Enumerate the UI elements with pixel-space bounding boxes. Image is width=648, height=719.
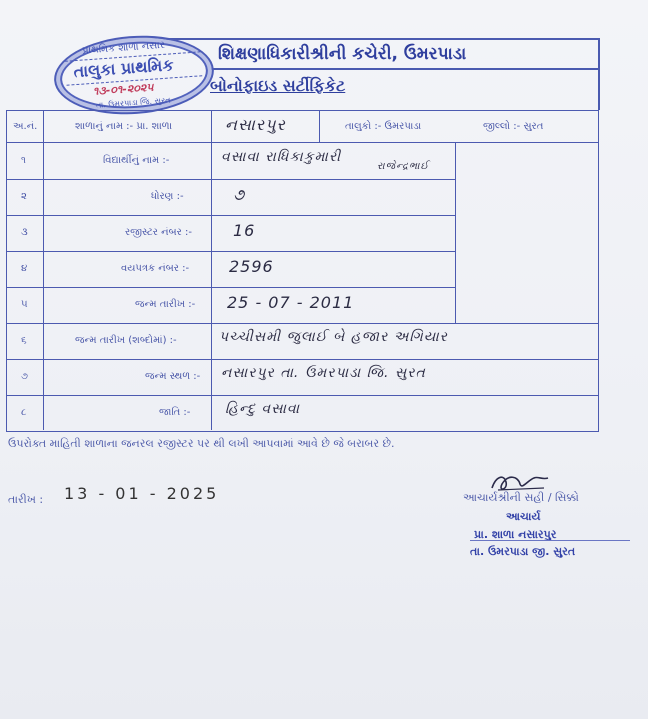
row-number: ૨ [21,191,27,202]
standard-value: ૭ [233,185,246,204]
taluka-label: તાલુકો :- ઉમરપાડા [345,121,422,132]
header-frame-right [598,38,600,110]
school-info-row [6,110,599,143]
stamp-underline [470,540,630,541]
header-divider [210,68,599,70]
principal-stamp-address: તા. ઉમરપાડા જી. સુરત [470,545,576,558]
birth-date-label: જન્મ તારીખ :- [135,299,196,310]
stamp-bottom-text: તા. ઉમરપાડા જિ. સુરત [95,95,171,110]
signature-label: આચાર્યશ્રીની સહી / સિક્કો [463,491,579,504]
birth-date-value: 25 - 07 - 2011 [227,293,355,312]
school-name-label: શાળાનું નામ :- પ્રા. શાળા [75,121,173,132]
student-name-value: વસાવા રાધિકાકુમારી [221,149,342,165]
school-name-value: નસારપુર [225,115,286,134]
date-label: તારીખ : [8,493,44,506]
office-title: શિક્ષણાધિકારીશ્રીની કચેરી, ઉમરપાડા [218,44,467,64]
standard-label: ધોરણ :- [151,191,184,202]
stamp-date: ૧૩-૦૧-૨૦૨૫ [92,80,154,98]
caste-value: હિન્દુ વસાવા [225,401,301,417]
row-number: ૪ [21,263,28,274]
row-number: ૫ [21,299,28,310]
row-divider [7,395,598,396]
birth-place-label: જન્મ સ્થળ :- [145,371,201,382]
col-divider [43,111,44,142]
row-number: ૮ [21,407,27,418]
register-number-label: રજીસ્ટર નંબર :- [125,227,192,238]
details-table [6,143,599,432]
district-label: જીલ્લો :- સુરત [483,121,544,132]
student-father-name: રાજેન્દ્રભાઈ [377,161,430,172]
certification-note: ઉપરોક્ત માહિતી શાળાના જનરલ રજીસ્ટર પર થી લખી આપવામાં આવે છે જે બરાબર છે. [8,437,395,450]
caste-label: જાતિ :- [159,407,191,418]
row-number: ૬ [21,335,27,346]
row-divider [7,323,598,324]
register-number-value: 16 [233,221,256,240]
date-value: 13 - 01 - 2025 [64,484,220,503]
birth-date-words-label: જન્મ તારીખ (શબ્દોમાં) :- [75,335,177,346]
row-divider [7,179,455,180]
birth-date-words-value: પચ્ચીસમી જુલાઈ બે હજાર અગિયાર [219,329,448,345]
row-number: ૭ [21,371,28,382]
header-frame-top [150,38,599,40]
age-register-value: 2596 [229,257,274,276]
age-register-label: વયપત્રક નંબર :- [121,263,190,274]
stamp-top-text: પ્રાથમિક શાળા નસાર [81,39,166,57]
row-divider [7,359,598,360]
row-divider [7,287,455,288]
serial-header: અ.નં. [13,121,38,132]
birth-place-value: નસારપુર તા. ઉમરપાડા જિ. સુરત [221,365,426,381]
principal-stamp-title: આચાર્ય [506,510,541,523]
row-number: ૩ [21,227,28,238]
school-stamp [51,31,216,120]
certificate-title: બોનોફાઇડ સર્ટીફિકેટ [210,76,346,95]
row-divider [7,251,455,252]
stamp-main-text: તાલુકા પ્રાથમિક [72,55,175,82]
student-name-label: વિદ્યાર્થીનું નામ :- [103,155,170,166]
col-divider [211,111,212,142]
col-divider [319,111,320,142]
photo-box-divider [455,143,456,323]
row-number: ૧ [21,155,26,166]
principal-stamp-school: પ્રા. શાળા નસારપુર [474,528,557,541]
row-divider [7,215,455,216]
